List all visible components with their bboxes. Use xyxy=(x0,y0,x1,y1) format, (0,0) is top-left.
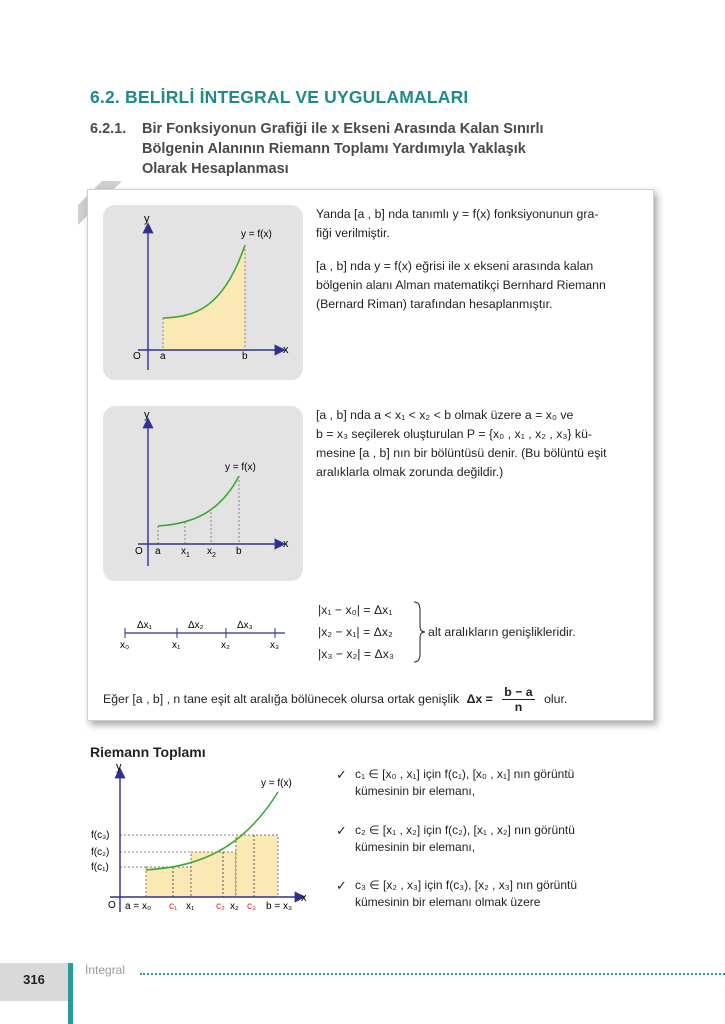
bullet-1-line2: kümesinin bir elemanı, xyxy=(355,784,476,798)
graph2-panel xyxy=(103,406,303,581)
bullet-1-line1: c₁ ∈ [x₀ , x₁] için f(c₁), [x₀ , x₁] nın görüntü xyxy=(355,767,575,781)
footer-dotted-rule xyxy=(140,973,725,975)
f-c2-label: f(c₂) xyxy=(91,847,110,858)
subsection-title xyxy=(90,119,544,179)
fraction xyxy=(502,685,534,714)
graph2-a: a xyxy=(155,546,161,557)
width-sentence xyxy=(103,685,567,714)
bullet-2-line1: c₂ ∈ [x₁ , x₂] için f(c₂), [x₁ , x₂] nın görüntü xyxy=(355,823,575,837)
delta3: Δx₃ xyxy=(237,620,253,631)
graph2-curve xyxy=(158,476,239,526)
graph2-func: y = f(x) xyxy=(225,462,256,473)
equation-2: |x₂ − x₁| = Δx₂ xyxy=(318,625,393,639)
check-icon: ✓ xyxy=(336,767,347,782)
graph1-area xyxy=(163,245,245,350)
partition-diagram xyxy=(115,615,295,655)
point-x2: x₂ xyxy=(221,640,230,651)
tick-a-x0: a = x₀ xyxy=(125,901,152,912)
tick-x1: x₁ xyxy=(186,901,195,912)
tick-b-x3: b = x₃ xyxy=(266,901,293,912)
riemann-graph xyxy=(88,762,318,920)
p1-line2: fiği verilmiştir. xyxy=(316,226,390,240)
p2-line2: bölgenin alanı Alman matematikçi Bernhard Riemann xyxy=(316,278,606,292)
riemann-y-label: y xyxy=(116,762,122,773)
graph2-svg xyxy=(103,406,303,581)
delta2: Δx₂ xyxy=(188,620,204,631)
point-x3: x₃ xyxy=(270,640,280,651)
bullet-2-line2: kümesinin bir elemanı, xyxy=(355,840,476,854)
point-x1: x₁ xyxy=(172,640,181,651)
f-c3-label: f(c₃) xyxy=(91,830,110,841)
tick-x2: x₂ xyxy=(230,901,239,912)
point-x0: x₀ xyxy=(120,640,130,651)
tick-c1: c₁ xyxy=(169,901,178,912)
p3-line3: mesine [a , b] nın bir bölüntüsü denir. (Bu bölüntü eşit xyxy=(316,446,607,460)
f-c1-label: f(c₁) xyxy=(91,862,109,873)
paragraph-intro xyxy=(316,205,641,328)
subsection-number: 6.2.1. xyxy=(90,121,127,137)
tick-c3: c₃ xyxy=(247,901,257,912)
fraction-numerator: b − a xyxy=(504,685,533,699)
riemann-func: y = f(x) xyxy=(261,778,292,789)
graph1-origin: O xyxy=(133,351,141,362)
footer-label: İntegral xyxy=(85,963,126,977)
riemann-origin: O xyxy=(108,900,116,911)
bullet-3-line1: c₃ ∈ [x₂ , x₃] için f(c₃), [x₂ , x₃] nın görüntü xyxy=(355,878,578,892)
riemann-x-label: x xyxy=(301,892,307,904)
graph1-y-label: y xyxy=(144,213,150,225)
equation-1: |x₁ − x₀| = Δx₁ xyxy=(318,603,393,617)
graph2-origin: O xyxy=(135,546,143,557)
width-suffix: olur. xyxy=(544,691,568,706)
p3-line4: aralıklarla olmak zorunda değildir.) xyxy=(316,465,504,479)
graph1-panel xyxy=(103,205,303,380)
equations-block xyxy=(318,599,394,665)
graph2-b: b xyxy=(236,546,242,557)
equation-3: |x₃ − x₂| = Δx₃ xyxy=(318,647,394,661)
subsection-title-line2: Bölgenin Alanının Riemann Toplamı Yardımıyla Yaklaşık xyxy=(142,141,526,157)
bullet-2 xyxy=(336,822,655,856)
bullet-3 xyxy=(336,877,655,911)
delta-x: Δx = xyxy=(466,691,493,706)
paragraph-partition xyxy=(316,406,641,482)
graph2-x2: $x_2$ xyxy=(207,546,216,559)
graph1-b: b xyxy=(242,351,248,362)
page-number: 316 xyxy=(0,963,68,1001)
graph2-x1: $x_1$ xyxy=(181,546,190,559)
graph1-a: a xyxy=(160,351,166,362)
p3-line2: b = x₃ seçilerek oluşturulan P = {x₀ , x₁ , x₂ , x₃} kü- xyxy=(316,427,593,441)
graph1-x-label: x xyxy=(283,344,289,356)
tick-c2: c₂ xyxy=(216,901,225,912)
p2-line3: (Bernard Riman) tarafından hesaplanmıştır. xyxy=(316,297,553,311)
riemann-title: Riemann Toplamı xyxy=(90,744,206,760)
equations-note: alt aralıkların genişlikleridir. xyxy=(428,625,576,639)
right-brace-icon xyxy=(412,600,426,664)
footer-accent-bar xyxy=(68,963,73,1024)
section-title: 6.2. BELİRLİ İNTEGRAL VE UYGULAMALARI xyxy=(90,87,469,107)
p2-line1: [a , b] nda y = f(x) eğrisi ile x ekseni arasında kalan xyxy=(316,259,594,273)
graph1-svg xyxy=(103,205,303,380)
width-prefix: Eğer [a , b] , n tane eşit alt aralığa bölünecek olursa ortak genişlik xyxy=(103,691,460,706)
subsection-title-line1: Bir Fonksiyonun Grafiği ile x Ekseni Arasında Kalan Sınırlı xyxy=(142,121,544,137)
bullet-3-line2: kümesinin bir elemanı olmak üzere xyxy=(355,895,541,909)
p1-line1: Yanda [a , b] nda tanımlı y = f(x) fonksiyonunun gra- xyxy=(316,207,599,221)
graph2-x-label: x xyxy=(283,538,289,550)
p3-line1: [a , b] nda a < x₁ < x₂ < b olmak üzere a = x₀ ve xyxy=(316,408,574,422)
check-icon: ✓ xyxy=(336,823,347,838)
graph1-func: y = f(x) xyxy=(241,229,272,240)
delta1: Δx₁ xyxy=(137,620,153,631)
check-icon: ✓ xyxy=(336,878,347,893)
graph2-y-label: y xyxy=(144,409,150,421)
bullet-1 xyxy=(336,766,655,800)
subsection-title-line3: Olarak Hesaplanması xyxy=(142,161,289,177)
fraction-denominator: n xyxy=(514,700,523,714)
